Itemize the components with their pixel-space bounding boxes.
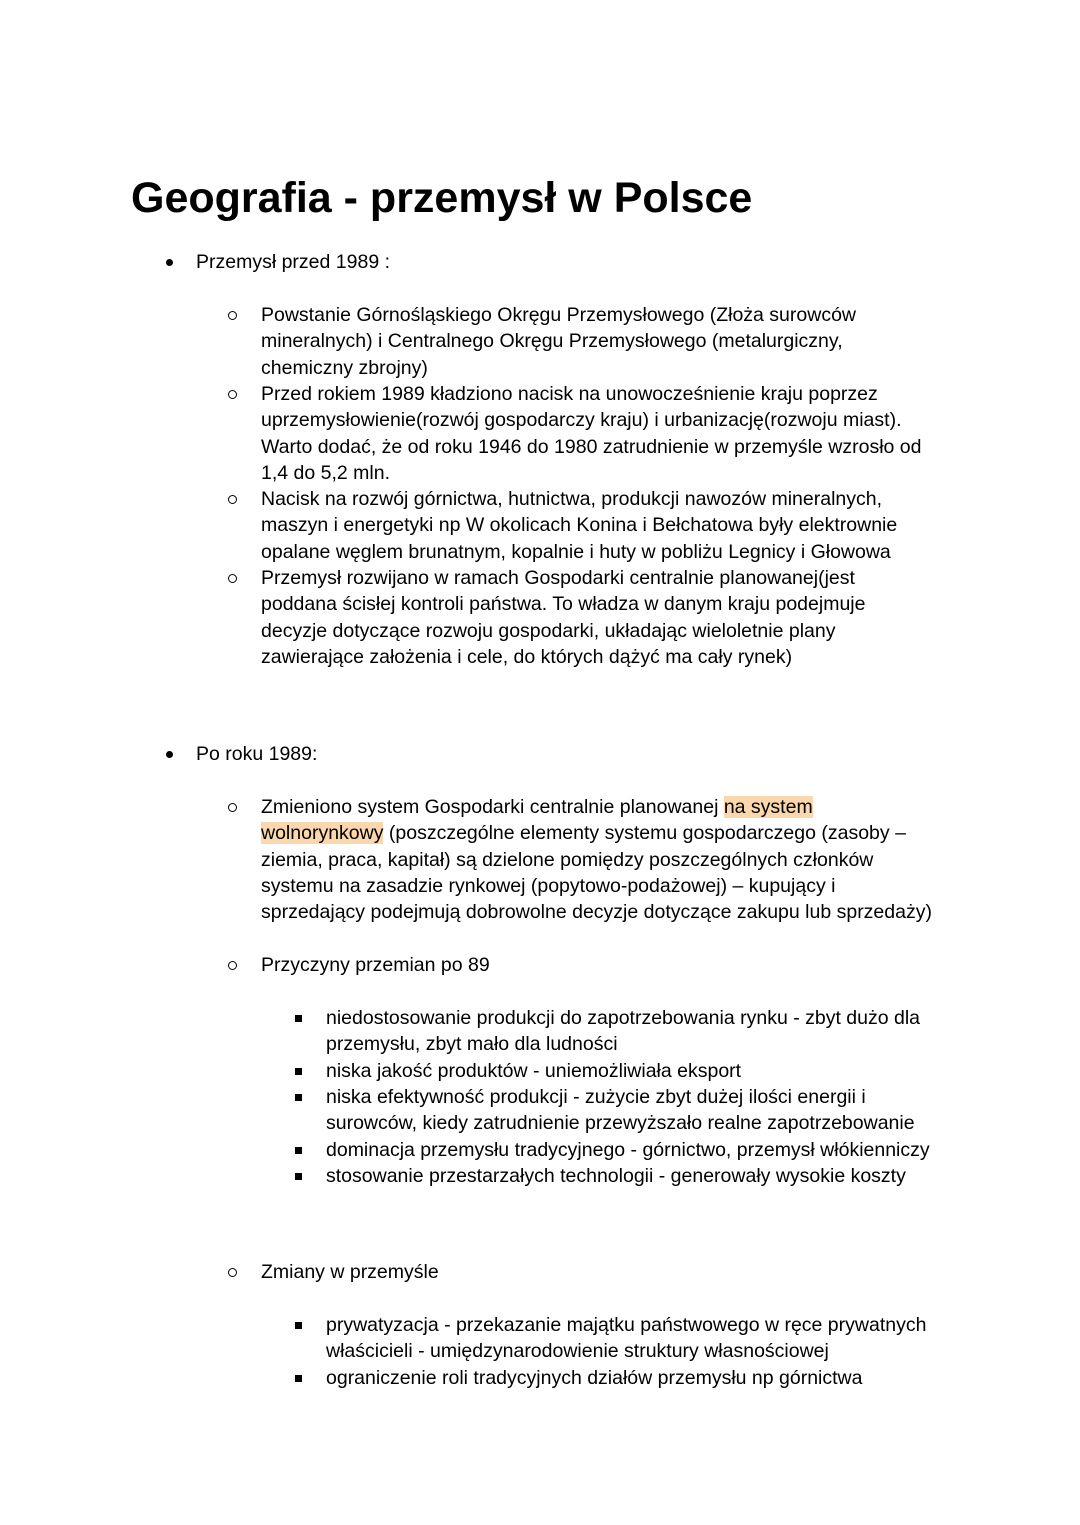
list-item [326, 1312, 966, 1365]
line: niska jakość produktów - uniemożliwiała eksport [326, 1060, 742, 1082]
line: Powstanie Górnośląskiego Okręgu Przemysłowego (Złoża surowców [261, 304, 856, 326]
line: Zmieniono system Gospodarki centralnie planowanej [261, 796, 724, 818]
subsection-heading-causes: Przyczyny przemian po 89 [261, 952, 961, 978]
line: stosowanie przestarzałych technologii - generowały wysokie koszty [326, 1165, 906, 1187]
line: opalane węglem brunatnym, kopalnie i huty w pobliżu Legnicy i Głowowa [261, 540, 891, 563]
list-item [326, 1005, 966, 1058]
line: 1,4 do 5,2 mln. [261, 461, 390, 484]
line: niedostosowanie produkcji do zapotrzebowania rynku - zbyt dużo dla [326, 1007, 921, 1029]
line: Przemysł rozwijano w ramach Gospodarki centralnie planowanej(jest [261, 567, 855, 589]
list-item [326, 1365, 966, 1391]
line: surowców, kiedy zatrudnienie przewyższało realne zapotrzebowanie [326, 1112, 915, 1135]
list-item [326, 1058, 966, 1084]
list-item [261, 486, 961, 565]
line: dominacja przemysłu tradycyjnego - górnictwo, przemysł włókienniczy [326, 1139, 930, 1161]
line: przemysłu, zbyt mało dla ludności [326, 1033, 618, 1056]
page-title: Geografia - przemysł w Polsce [131, 174, 753, 222]
line: uprzemysłowienie(rozwój gospodarczy kraju) i urbanizację(rozwoju miast). [261, 409, 902, 432]
line: niska efektywność produkcji - zużycie zbyt dużej ilości energii i [326, 1086, 866, 1108]
highlighted-text: wolnorynkowy [261, 822, 384, 845]
list-item [261, 565, 961, 670]
line: zawierające założenia i cele, do których dążyć ma cały rynek) [261, 645, 793, 668]
list-item [326, 1163, 966, 1189]
section-heading-before-1989: Przemysł przed 1989 : [196, 249, 390, 275]
line: chemiczny zbrojny) [261, 356, 428, 379]
highlighted-text: na system [723, 796, 813, 818]
list-item [261, 302, 961, 381]
line: maszyn i energetyki np W okolicach Konina i Bełchatowa były elektrownie [261, 514, 898, 537]
line: właścicieli - umiędzynarodowienie struktury własnościowej [326, 1340, 829, 1363]
section-heading-after-1989: Po roku 1989: [196, 741, 317, 767]
line: decyzje dotyczące rozwoju gospodarki, układając wieloletnie plany [261, 619, 836, 642]
line: ograniczenie roli tradycyjnych działów przemysłu np górnictwa [326, 1367, 863, 1389]
line: Warto dodać, że od roku 1946 do 1980 zatrudnienie w przemyśle wzrosło od [261, 435, 922, 458]
line: systemu na zasadzie rynkowej (popytowo-podażowej) – kupujący i [261, 874, 836, 897]
line: sprzedający podejmują dobrowolne decyzje dotyczące zakupu lub sprzedaży) [261, 901, 932, 924]
list-item [326, 1084, 966, 1137]
line: (poszczególne elementy systemu gospodarczego (zasoby – [383, 822, 906, 845]
line: ziemia, praca, kapitał) są dzielone pomiędzy poszczególnych członków [261, 848, 874, 871]
list-item [261, 794, 961, 925]
list-item [326, 1137, 966, 1163]
line: Nacisk na rozwój górnictwa, hutnictwa, produkcji nawozów mineralnych, [261, 488, 883, 510]
line: mineralnych) i Centralnego Okręgu Przemysłowego (metalurgiczny, [261, 330, 843, 353]
list-item [261, 381, 961, 486]
line: Przed rokiem 1989 kładziono nacisk na unowocześnienie kraju poprzez [261, 383, 878, 405]
line: prywatyzacja - przekazanie majątku państwowego w ręce prywatnych [326, 1314, 927, 1336]
subsection-heading-changes: Zmiany w przemyśle [261, 1259, 961, 1285]
line: poddana ścisłej kontroli państwa. To władza w danym kraju podejmuje [261, 593, 866, 616]
